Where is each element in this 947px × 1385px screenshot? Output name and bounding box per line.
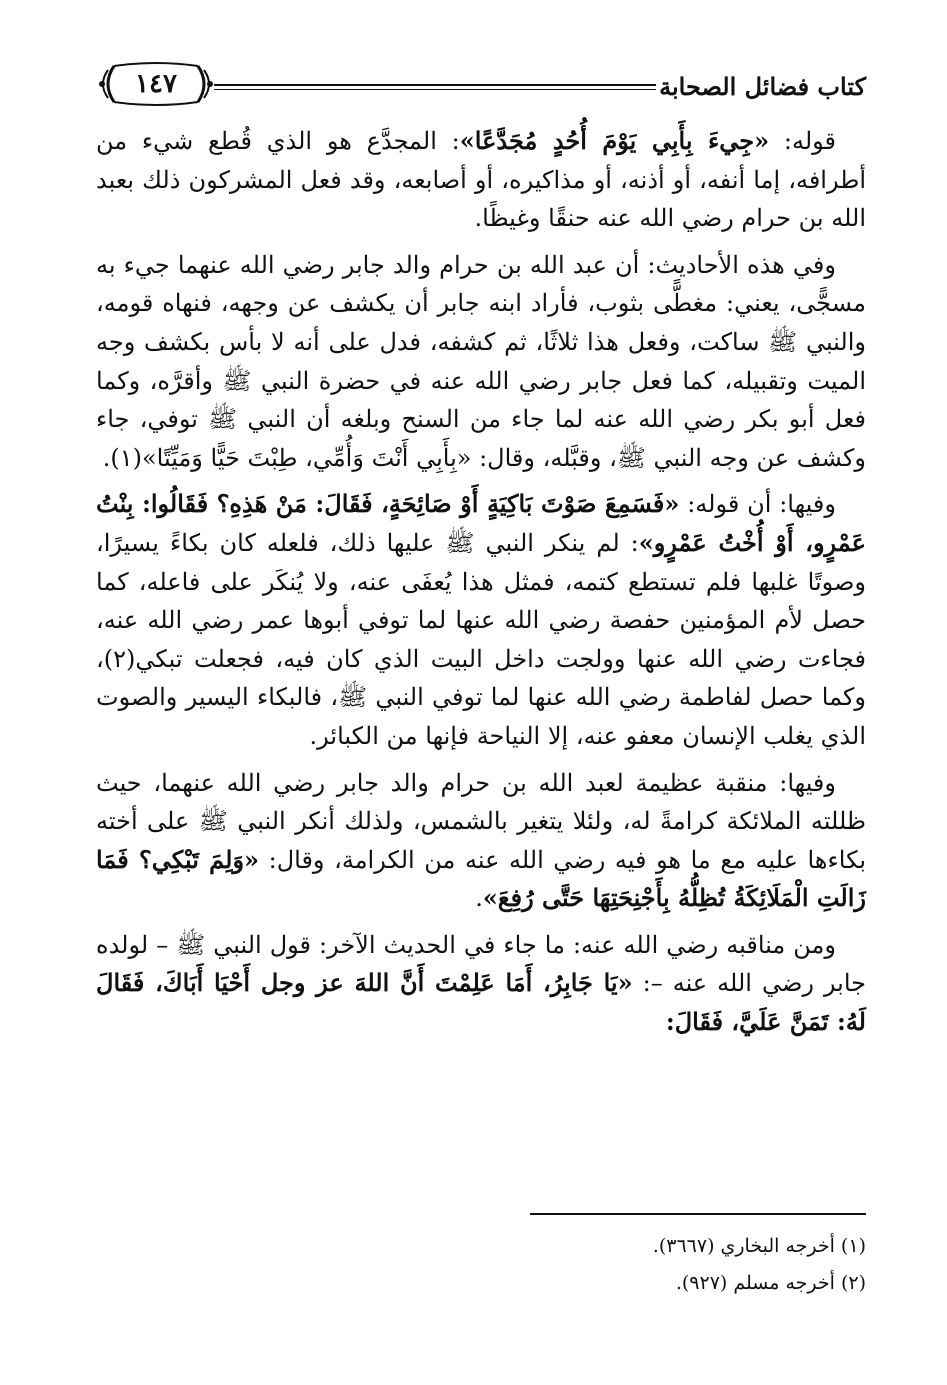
text-segment: قوله: [769,127,837,155]
page-number-ornament [96,60,216,108]
hadith-quote: «فَسَمِعَ صَوْتَ بَاكِيَةٍ أَوْ صَائِحَةٍ، فَقَالَ: مَنْ هَذِهِ؟ فَقَالُوا: بِنْتُ عَمْرٍو، أَوْ أُخْتُ عَمْرٍو» [96,489,866,557]
page-number: ١٤٧ [135,69,177,99]
header-rule [214,84,656,90]
page-header [96,58,866,110]
paragraph [96,246,866,478]
hadith-quote: «جِيءَ بِأَبِي يَوْمَ أُحُدٍ مُجَدَّعًا» [459,126,770,155]
footnote-2: (٢) أخرجه مسلم (٩٢٧). [675,1272,866,1294]
footnotes [96,1228,866,1302]
text-segment: وفيها: منقبة عظيمة لعبد الله بن حرام والد جابر رضي الله عنهما، حيث ظللته الملائكة كرامةً له، ولئلا يتغير بالشمس، ولذلك أنكر النبي ﷺ على أخته بكاءها عليه مع ما هو فيه رضي الله عنه من الكرامة، وقال: [96,768,866,874]
main-text [96,122,866,1050]
paragraph [96,764,866,918]
text-segment: ومن مناقبه رضي الله عنه: ما جاء في الحديث الآخر: قول النبي ﷺ – لولده جابر رضي الله عنه –: [96,930,867,998]
book-title: كتاب فضائل الصحابة [659,72,866,101]
text-segment: : المجدَّع هو الذي قُطع شيء من أطرافه، إما أنفه، أو أذنه، أو مذاكيره، أو أصابعه، وقد فعل المشركون ذلك بعبد الله بن حرام رضي الله عنه حنقًا وغيظًا. [96,127,866,233]
hadith-quote: «وَلِمَ تَبْكِي؟ فَمَا زَالَتِ الْمَلَائِكَةُ تُظِلُّهُ بِأَجْنِحَتِهَا حَتَّى رُفِعَ» [96,844,866,913]
paragraph [96,926,866,1042]
paragraph [96,122,866,238]
text-segment: وفي هذه الأحاديث: أن عبد الله بن حرام والد جابر رضي الله عنهما جيء به مسجًّى، يعني: مغطًّى بثوب، فأراد ابنه جابر أن يكشف عن وجهه، فنهاه قومه، والنبي ﷺ ساكت، وفعل هذا ثلاثًا، ثم كشفه، فدل على أنه لا بأس بكشف وجه الميت وتقبيله، كما فعل جابر رضي الله عنه في حضرة النبي ﷺ وأقرَّه، وكما فعل أبو بكر رضي الله عنه لما جاء من السنح وبلغه أن النبي ﷺ توفي، جاء وكشف عن وجه النبي ﷺ، وقبَّله، وقال: «بِأَبِي أَنْتَ وَأُمِّي، طِبْتَ حَيًّا وَمَيِّتًا»(١). [96,250,867,472]
footnote-1: (١) أخرجه البخاري (٣٦٦٧). [652,1235,866,1257]
text-segment: : لم ينكر النبي ﷺ عليها ذلك، فلعله كان بكاءً يسيرًا، وصوتًا غلبها فلم تستطع كتمه، فمثل هذا يُعفَى عنه، ولا يُنكَر على فاعله، كما حصل لأم المؤمنين حفصة رضي الله عنها لما توفي أبوها عمر رضي الله عنه، فجاءت رضي الله عنها وولجت داخل البيت الذي كان فيه، فجعلت تبكي(٢)، وكما حصل لفاطمة رضي الله عنها لما توفي النبي ﷺ، فالبكاء اليسير والصوت الذي يغلب الإنسان معفو عنه، إلا النياحة فإنها من الكبائر. [96,528,866,750]
hadith-quote: «يَا جَابِرُ، أَمَا عَلِمْتَ أَنَّ اللهَ عز وجل أَحْيَا أَبَاكَ، فَقَالَ لَهُ: تَمَنَّ عَلَيَّ، فَقَالَ: [96,968,866,1037]
text-segment: . [475,884,483,913]
text-segment: وفيها: أن قوله: [679,490,836,519]
footnote-separator [530,1213,866,1215]
paragraph [96,485,866,755]
